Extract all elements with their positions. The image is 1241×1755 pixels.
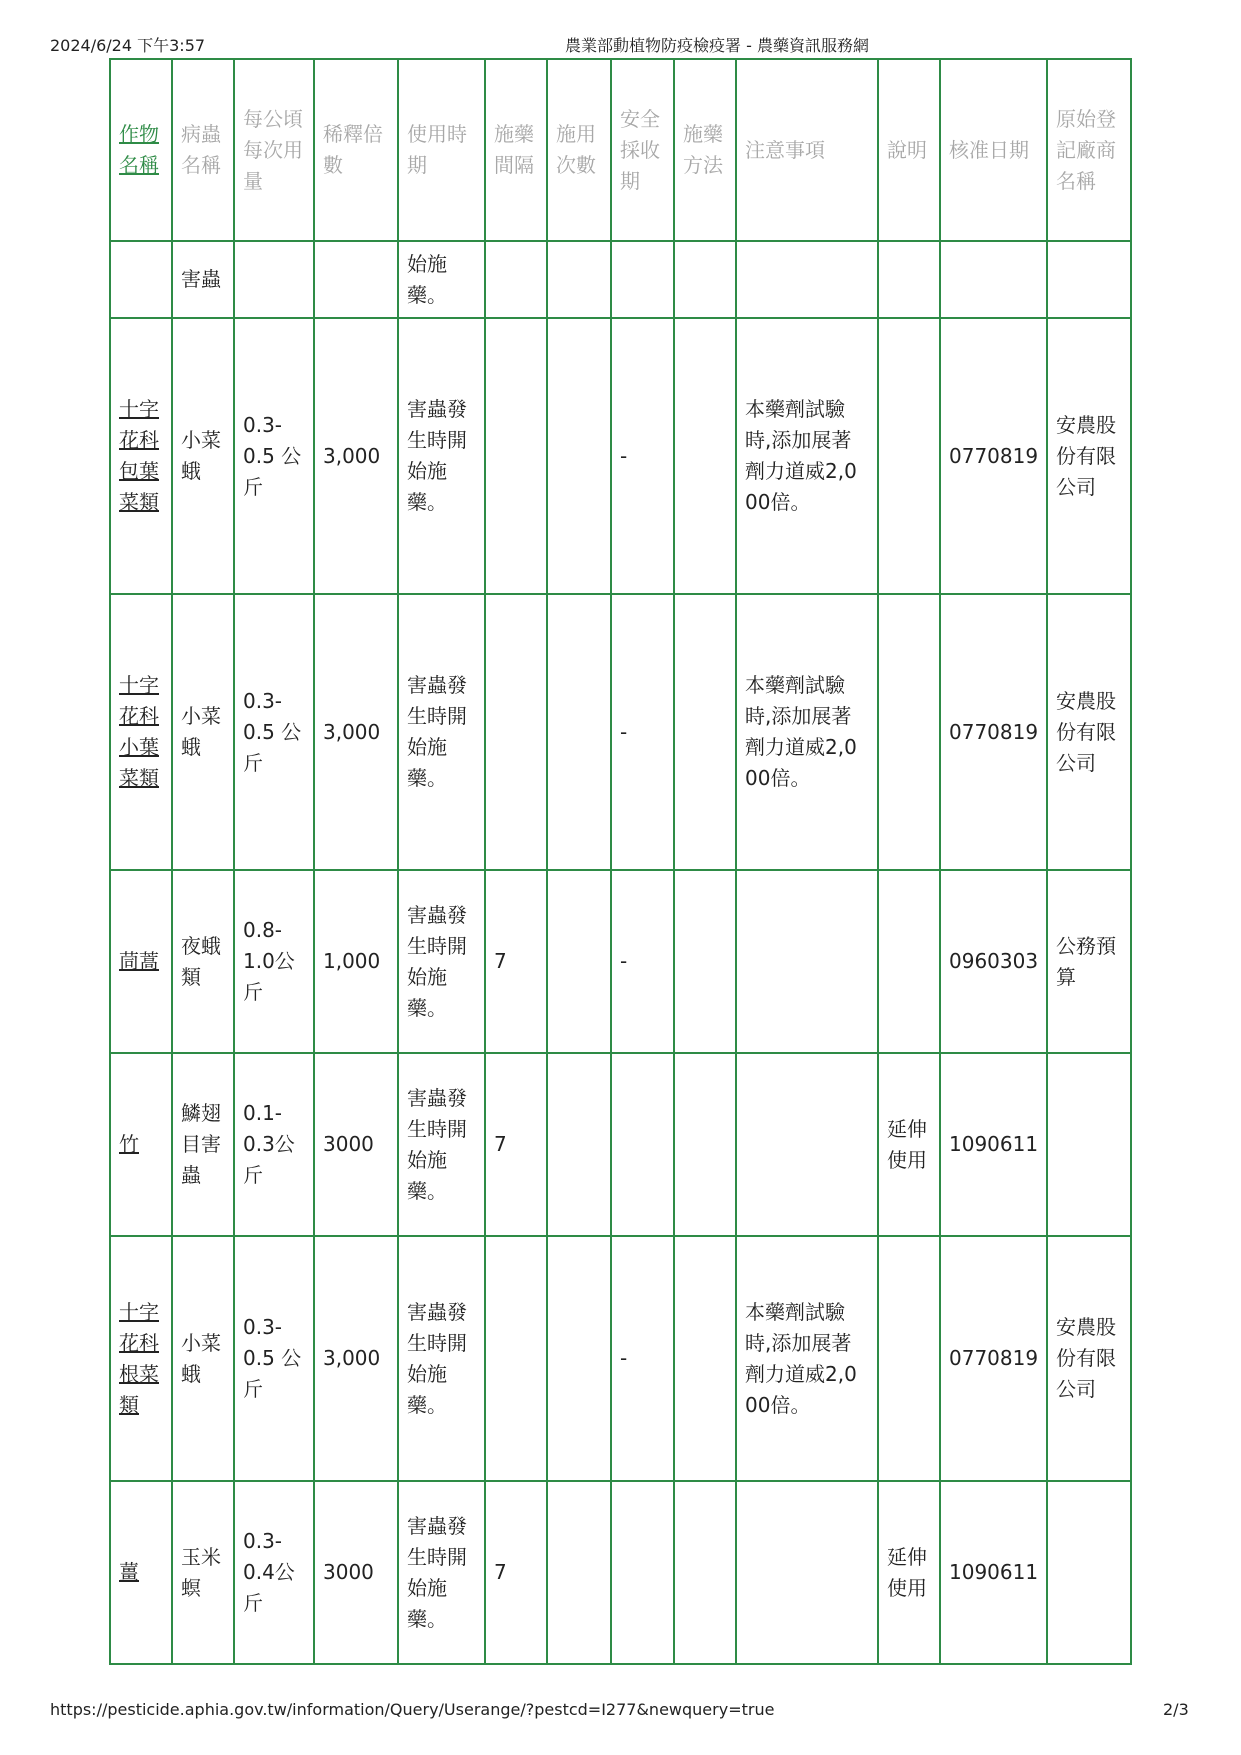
cell-approval-date: 1090611 [940, 1053, 1047, 1236]
cell-method [674, 241, 736, 318]
cell-times [547, 1053, 611, 1236]
print-url: https://pesticide.aphia.gov.tw/information/Query/Userange/?pestcd=I277&newquery=true [50, 1700, 775, 1719]
cell-interval: 7 [485, 1481, 547, 1664]
cell-dose: 0.3-0.5 公斤 [234, 318, 314, 594]
cell-dose [234, 241, 314, 318]
cell-pest: 小菜蛾 [172, 318, 234, 594]
cell-registrant [1047, 1481, 1131, 1664]
pesticide-usage-table [109, 58, 1132, 1665]
table-row [110, 318, 1131, 594]
table-row [110, 870, 1131, 1053]
cell-times [547, 1481, 611, 1664]
cell-dilution [314, 241, 398, 318]
cell-crop [110, 318, 172, 594]
cell-safe-harvest: - [611, 1236, 674, 1481]
cell-crop [110, 870, 172, 1053]
cell-timing: 害蟲發生時開始施藥。 [398, 1236, 485, 1481]
cell-remark [878, 318, 940, 594]
cell-crop [110, 1481, 172, 1664]
cell-pest: 鱗翅目害蟲 [172, 1053, 234, 1236]
cell-pest: 夜蛾類 [172, 870, 234, 1053]
table-row [110, 1053, 1131, 1236]
cell-safe-harvest: - [611, 870, 674, 1053]
header-dilution: 稀釋倍數 [314, 59, 398, 241]
crop-link[interactable]: 茼蒿 [119, 949, 159, 973]
cell-notes: 本藥劑試驗時,添加展著劑力道威2,000倍。 [736, 594, 878, 870]
header-interval: 施藥間隔 [485, 59, 547, 241]
page-number: 2/3 [1163, 1700, 1189, 1719]
cell-times [547, 1236, 611, 1481]
cell-notes: 本藥劑試驗時,添加展著劑力道威2,000倍。 [736, 318, 878, 594]
cell-interval: 7 [485, 870, 547, 1053]
cell-remark [878, 870, 940, 1053]
cell-interval [485, 241, 547, 318]
cell-timing: 害蟲發生時開始施藥。 [398, 594, 485, 870]
cell-safe-harvest [611, 1481, 674, 1664]
cell-registrant: 公務預算 [1047, 870, 1131, 1053]
cell-remark [878, 241, 940, 318]
cell-approval-date: 0770819 [940, 594, 1047, 870]
cell-approval-date: 0770819 [940, 1236, 1047, 1481]
header-times: 施用次數 [547, 59, 611, 241]
cell-approval-date: 0770819 [940, 318, 1047, 594]
cell-dose: 0.3-0.4公斤 [234, 1481, 314, 1664]
print-site-title: 農業部動植物防疫檢疫署 - 農藥資訊服務網 [565, 36, 869, 55]
cell-remark [878, 1236, 940, 1481]
cell-dilution: 3000 [314, 1053, 398, 1236]
cell-crop [110, 241, 172, 318]
header-pest: 病蟲名稱 [172, 59, 234, 241]
cell-dilution: 3,000 [314, 1236, 398, 1481]
cell-remark: 延伸使用 [878, 1481, 940, 1664]
header-safe-harvest: 安全採收期 [611, 59, 674, 241]
cell-interval [485, 318, 547, 594]
cell-pest: 玉米螟 [172, 1481, 234, 1664]
cell-approval-date: 0960303 [940, 870, 1047, 1053]
cell-registrant [1047, 1053, 1131, 1236]
cell-interval: 7 [485, 1053, 547, 1236]
cell-safe-harvest: - [611, 318, 674, 594]
cell-times [547, 870, 611, 1053]
cell-timing: 始施藥。 [398, 241, 485, 318]
cell-dose: 0.3-0.5 公斤 [234, 1236, 314, 1481]
cell-interval [485, 594, 547, 870]
table-header-row [110, 59, 1131, 241]
print-header [0, 30, 1241, 56]
cell-registrant: 安農股份有限公司 [1047, 318, 1131, 594]
table-row-continuation [110, 241, 1131, 318]
cell-notes [736, 1053, 878, 1236]
cell-notes [736, 241, 878, 318]
header-dose: 每公頃每次用量 [234, 59, 314, 241]
header-crop[interactable]: 作物名稱 [110, 59, 172, 241]
cell-pest: 害蟲 [172, 241, 234, 318]
cell-registrant: 安農股份有限公司 [1047, 1236, 1131, 1481]
cell-method [674, 870, 736, 1053]
cell-timing: 害蟲發生時開始施藥。 [398, 318, 485, 594]
table-row [110, 1236, 1131, 1481]
crop-link[interactable]: 十字花科根菜類 [119, 1299, 159, 1417]
cell-crop [110, 1053, 172, 1236]
cell-notes [736, 1481, 878, 1664]
cell-dilution: 1,000 [314, 870, 398, 1053]
cell-dilution: 3,000 [314, 594, 398, 870]
cell-safe-harvest: - [611, 594, 674, 870]
cell-method [674, 1053, 736, 1236]
cell-times [547, 241, 611, 318]
header-notes: 注意事項 [736, 59, 878, 241]
cell-dose: 0.8-1.0公斤 [234, 870, 314, 1053]
cell-pest: 小菜蛾 [172, 1236, 234, 1481]
cell-remark: 延伸使用 [878, 1053, 940, 1236]
crop-link[interactable]: 竹 [119, 1132, 139, 1156]
print-footer [0, 1700, 1241, 1726]
cell-notes: 本藥劑試驗時,添加展著劑力道威2,000倍。 [736, 1236, 878, 1481]
header-timing: 使用時期 [398, 59, 485, 241]
cell-crop [110, 594, 172, 870]
cell-safe-harvest [611, 1053, 674, 1236]
header-approval-date: 核准日期 [940, 59, 1047, 241]
cell-registrant [1047, 241, 1131, 318]
cell-timing: 害蟲發生時開始施藥。 [398, 1481, 485, 1664]
cell-method [674, 318, 736, 594]
print-datetime: 2024/6/24 下午3:57 [50, 36, 206, 55]
header-method: 施藥方法 [674, 59, 736, 241]
cell-times [547, 318, 611, 594]
cell-safe-harvest [611, 241, 674, 318]
cell-registrant: 安農股份有限公司 [1047, 594, 1131, 870]
cell-notes [736, 870, 878, 1053]
header-remark: 說明 [878, 59, 940, 241]
cell-approval-date [940, 241, 1047, 318]
cell-dose: 0.3-0.5 公斤 [234, 594, 314, 870]
cell-remark [878, 594, 940, 870]
table-row [110, 1481, 1131, 1664]
cell-timing: 害蟲發生時開始施藥。 [398, 870, 485, 1053]
cell-dilution: 3,000 [314, 318, 398, 594]
cell-dose: 0.1-0.3公斤 [234, 1053, 314, 1236]
crop-link[interactable]: 十字花科包葉菜類 [119, 397, 159, 514]
crop-link[interactable]: 薑 [119, 1560, 139, 1584]
cell-approval-date: 1090611 [940, 1481, 1047, 1664]
crop-link[interactable]: 十字花科小葉菜類 [119, 673, 159, 790]
cell-times [547, 594, 611, 870]
cell-method [674, 594, 736, 870]
cell-crop [110, 1236, 172, 1481]
cell-timing: 害蟲發生時開始施藥。 [398, 1053, 485, 1236]
cell-method [674, 1481, 736, 1664]
cell-dilution: 3000 [314, 1481, 398, 1664]
cell-method [674, 1236, 736, 1481]
cell-interval [485, 1236, 547, 1481]
cell-pest: 小菜蛾 [172, 594, 234, 870]
table-row [110, 594, 1131, 870]
header-registrant: 原始登記廠商名稱 [1047, 59, 1131, 241]
